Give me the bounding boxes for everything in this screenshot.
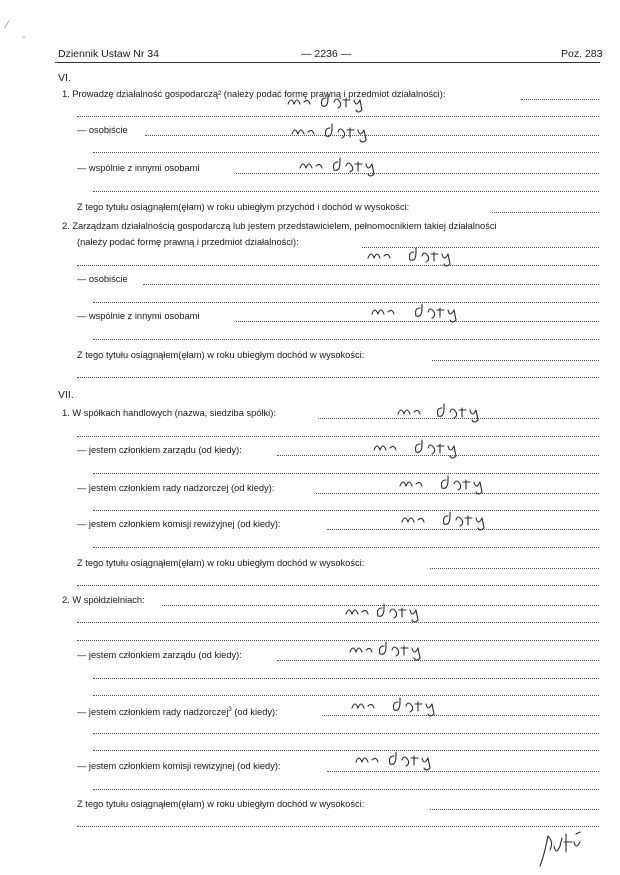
vi-item1-income-label: Z tego tytułu osiągnąłem(ęłam) w roku ubiegłym przychód i dochód w wysokości: — [77, 202, 410, 212]
vii-item1-zarzad-field[interactable] — [277, 455, 599, 456]
vi-item1-wspolnie-field[interactable] — [236, 173, 599, 174]
vii-item2-zarzad-field-line3[interactable] — [93, 695, 599, 696]
vii-item1-field[interactable] — [318, 418, 599, 419]
vii-item1-income-field[interactable] — [430, 568, 599, 569]
vii-item1-komisja-label: — jestem członkiem komisji rewizyjnej (od kiedy): — [77, 519, 281, 529]
section-vii-heading: VII. — [58, 389, 74, 401]
handwritten-entry — [368, 248, 450, 266]
vi-item2-label-line1: 2. Zarządzam działalnością gospodarczą lub jestem przedstawicielem, pełnomocnikiem takiej działalności — [62, 221, 497, 231]
vii-item2-income-field-line2[interactable] — [77, 826, 599, 827]
vii-item1-income-field-line2[interactable] — [77, 585, 599, 586]
vi-item2-income-field[interactable] — [432, 360, 599, 361]
handwritten-entry — [398, 404, 478, 422]
handwritten-entry — [350, 642, 420, 660]
vi-item2-income-field-line2[interactable] — [77, 377, 599, 378]
vii-item2-komisja-field-line2[interactable] — [93, 789, 599, 790]
vii-item2-komisja-label: — jestem członkiem komisji rewizyjnej (od kiedy): — [77, 761, 281, 771]
vii-item2-rada-footnote: 3 — [228, 707, 232, 713]
vii-item2-rada-field[interactable] — [322, 715, 599, 716]
handwritten-entry — [292, 124, 366, 142]
scan-artifact-mark: - — [22, 32, 26, 43]
vii-item1-rada-field-line2[interactable] — [93, 510, 599, 511]
position-number: Poz. 283 — [561, 48, 603, 60]
vii-item1-label: 1. W spółkach handlowych (nazwa, siedziba spółki): — [62, 408, 276, 418]
vi-item1-field[interactable] — [521, 99, 599, 100]
vii-item2-zarzad-label: — jestem członkiem zarządu (od kiedy): — [77, 650, 242, 660]
handwritten-entry — [356, 752, 430, 770]
journal-title: Dziennik Ustaw Nr 34 — [58, 48, 159, 60]
vii-item2-income-label: Z tego tytułu osiągnąłem(ęłam) w roku ubiegłym dochód w wysokości: — [77, 799, 365, 809]
vii-item2-zarzad-field-line2[interactable] — [93, 678, 599, 679]
header-rule — [55, 62, 600, 63]
vii-item2-zarzad-field[interactable] — [277, 660, 599, 661]
vi-item2-income-label: Z tego tytułu osiągnąłem(ęłam) w roku ubiegłym dochód w wysokości: — [77, 350, 365, 360]
handwritten-entry — [372, 304, 456, 322]
handwritten-entry — [352, 698, 434, 716]
vi-item2-osobiscie-field-line2[interactable] — [93, 302, 599, 303]
vii-item2-rada-suffix: (od kiedy): — [231, 707, 278, 718]
vi-item1-label: 1. Prowadzę działalność gospodarczą² (należy podać formę prawną i przedmiot działalności): — [62, 89, 446, 99]
handwritten-entry — [346, 604, 418, 622]
vii-item1-rada-label: — jestem członkiem rady nadzorczej (od kiedy): — [77, 483, 275, 493]
vi-item2-wspolnie-label: — wspólnie z innymi osobami — [77, 311, 200, 321]
vii-item1-komisja-field-line2[interactable] — [93, 547, 599, 548]
vii-item2-field[interactable] — [162, 605, 599, 606]
vii-item1-rada-field[interactable] — [316, 493, 599, 494]
vi-item1-osobiscie-label: — osobiście — [77, 125, 128, 135]
vii-item2-rada-field-line2[interactable] — [93, 733, 599, 734]
vii-item2-rada-label — [77, 705, 278, 718]
signature — [540, 832, 580, 866]
vii-item1-zarzad-field-line2[interactable] — [93, 473, 599, 474]
handwritten-entry — [402, 512, 484, 530]
vii-item2-rada-text: — jestem członkiem rady nadzorczej — [77, 707, 229, 718]
vi-item1-income-field[interactable] — [492, 212, 599, 213]
vi-item1-wspolnie-field-line2[interactable] — [93, 191, 599, 192]
vi-item2-wspolnie-field-line2[interactable] — [93, 339, 599, 340]
vi-item2-field[interactable] — [362, 247, 599, 248]
scan-artifact-mark: ⁄ — [6, 20, 8, 31]
vi-item2-wspolnie-field[interactable] — [236, 321, 599, 322]
vi-item1-wspolnie-label: — wspólnie z innymi osobami — [77, 163, 200, 173]
handwritten-entry — [400, 476, 482, 494]
vii-item2-field-line3[interactable] — [77, 640, 599, 641]
vii-item2-income-field[interactable] — [430, 809, 599, 810]
vi-item1-osobiscie-field[interactable] — [145, 135, 599, 136]
vi-item1-field-line2[interactable] — [77, 116, 599, 117]
section-vi-heading: VI. — [58, 72, 71, 84]
page-number: — 2236 — — [301, 48, 352, 60]
vii-item2-rada-field-line3[interactable] — [93, 750, 599, 751]
vii-item2-label: 2. W spółdzielniach: — [62, 595, 145, 605]
vii-item1-field-line2[interactable] — [77, 436, 599, 437]
vi-item2-osobiscie-field[interactable] — [143, 284, 599, 285]
vii-item1-income-label: Z tego tytułu osiągnąłem(ęłam) w roku ubiegłym dochód w wysokości: — [77, 558, 365, 568]
vi-item2-osobiscie-label: — osobiście — [77, 274, 128, 284]
vii-item1-komisja-field[interactable] — [327, 529, 599, 530]
vi-item1-osobiscie-field-line2[interactable] — [93, 152, 599, 153]
vi-item2-label-line2: (należy podać formę prawną i przedmiot działalności): — [77, 237, 299, 247]
vii-item1-zarzad-label: — jestem członkiem zarządu (od kiedy): — [77, 445, 242, 455]
vi-item2-field-line2[interactable] — [77, 265, 599, 266]
vii-item2-komisja-field[interactable] — [327, 771, 599, 772]
vii-item2-field-line2[interactable] — [77, 622, 599, 623]
